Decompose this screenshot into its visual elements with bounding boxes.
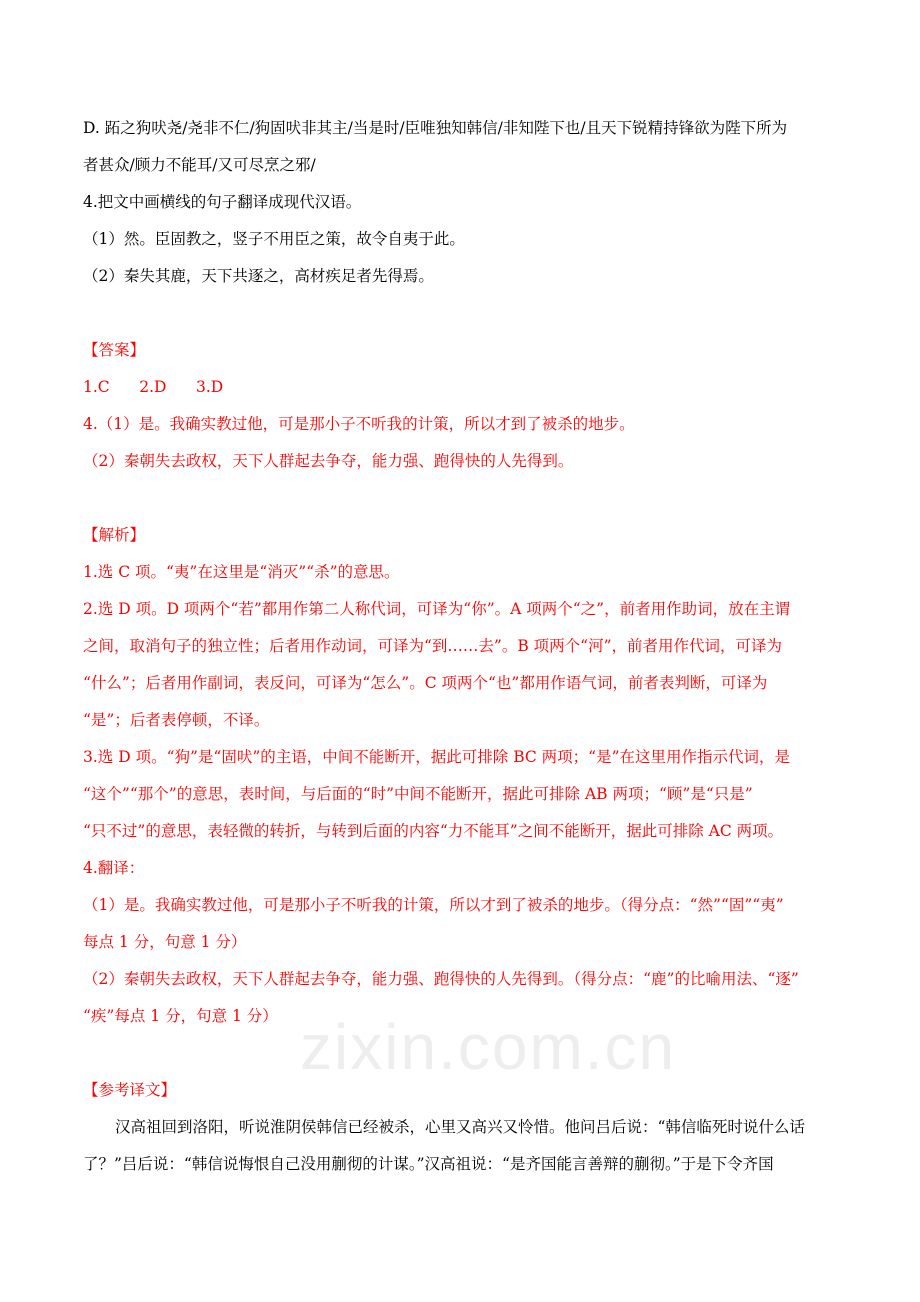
analysis-line: 4.翻译： [83, 859, 145, 877]
analysis-line: 2.选 D 项。D 项两个“若”都用作第二人称代词，可译为“你”。A 项两个“之”，前者用作助词，放在主谓 [83, 600, 791, 618]
analysis-line: “什么”；后者用作副词，表反问，可译为“怎么”。C 项两个“也”都用作语气词，前者表判断，可译为 [83, 674, 768, 692]
question-4-item-1: （1）然。臣固教之，竖子不用臣之策，故令自夷于此。 [83, 230, 465, 248]
analysis-line: “只不过”的意思，表轻微的转折，与转到后面的内容“力不能耳”之间不能断开，据此可排除 AC 两项。 [83, 822, 784, 840]
analysis-line: 之间，取消句子的独立性；后者用作动词，可译为“到……去”。B 项两个“河”，前者用作代词，可译为 [83, 637, 783, 655]
option-d-line-2: 者甚众/顾力不能耳/又可尽烹之邪/ [83, 156, 316, 174]
analysis-line: 3.选 D 项。“狗”是“固吠”的主语，中间不能断开，据此可排除 BC 两项；“是”在这里用作指示代词，是 [83, 748, 791, 766]
analysis-line: 1.选 C 项。“夷”在这里是“消灭”“杀”的意思。 [83, 563, 400, 581]
analysis-line: （2）秦朝失去政权，天下人群起去争夺，能力强、跑得快的人先得到。（得分点：“鹿”的比喻用法、“逐” [83, 970, 799, 988]
analysis-line: “这个”“那个”的意思，表时间，与后面的“时”中间不能断开，据此可排除 AB 两项；“顾”是“只是” [83, 785, 753, 803]
analysis-heading: 【解析】 [83, 526, 146, 544]
analysis-line: “疾”每点 1 分，句意 1 分） [83, 1007, 278, 1025]
translation-line-2: 了？”吕后说：“韩信说悔恨自己没用蒯彻的计谋。”汉高祖说：“是齐国能言善辩的蒯彻。”于是下令齐国 [83, 1155, 774, 1173]
analysis-line: “是”；后者表停顿，不译。 [83, 711, 270, 729]
answer-4-item-2: （2）秦朝失去政权，天下人群起去争夺，能力强、跑得快的人先得到。 [83, 452, 574, 470]
answer-heading: 【答案】 [83, 341, 146, 359]
watermark: zixin.com.cn [300, 1011, 677, 1083]
answer-4-item-1: 4.（1）是。我确实教过他，可是那小子不听我的计策，所以才到了被杀的地步。 [83, 415, 635, 433]
translation-heading: 【参考译文】 [83, 1081, 177, 1099]
translation-line-1: 汉高祖回到洛阳，听说淮阴侯韩信已经被杀，心里又高兴又怜惜。他问吕后说：“韩信临死时说什么话 [115, 1118, 805, 1136]
option-d-line-1: D. 跖之狗吠尧/尧非不仁/狗固吠非其主/当是时/臣唯独知韩信/非知陛下也/且天下锐精持锋欲为陛下所为 [83, 119, 788, 137]
question-4: 4.把文中画横线的句子翻译成现代汉语。 [83, 193, 362, 211]
analysis-line: （1）是。我确实教过他，可是那小子不听我的计策，所以才到了被杀的地步。（得分点：“然”“固”“夷” [83, 896, 784, 914]
answer-choices: 1.C 2.D 3.D [83, 378, 224, 396]
question-4-item-2: （2）秦失其鹿，天下共逐之，高材疾足者先得焉。 [83, 267, 434, 285]
analysis-line: 每点 1 分，句意 1 分） [83, 933, 247, 951]
